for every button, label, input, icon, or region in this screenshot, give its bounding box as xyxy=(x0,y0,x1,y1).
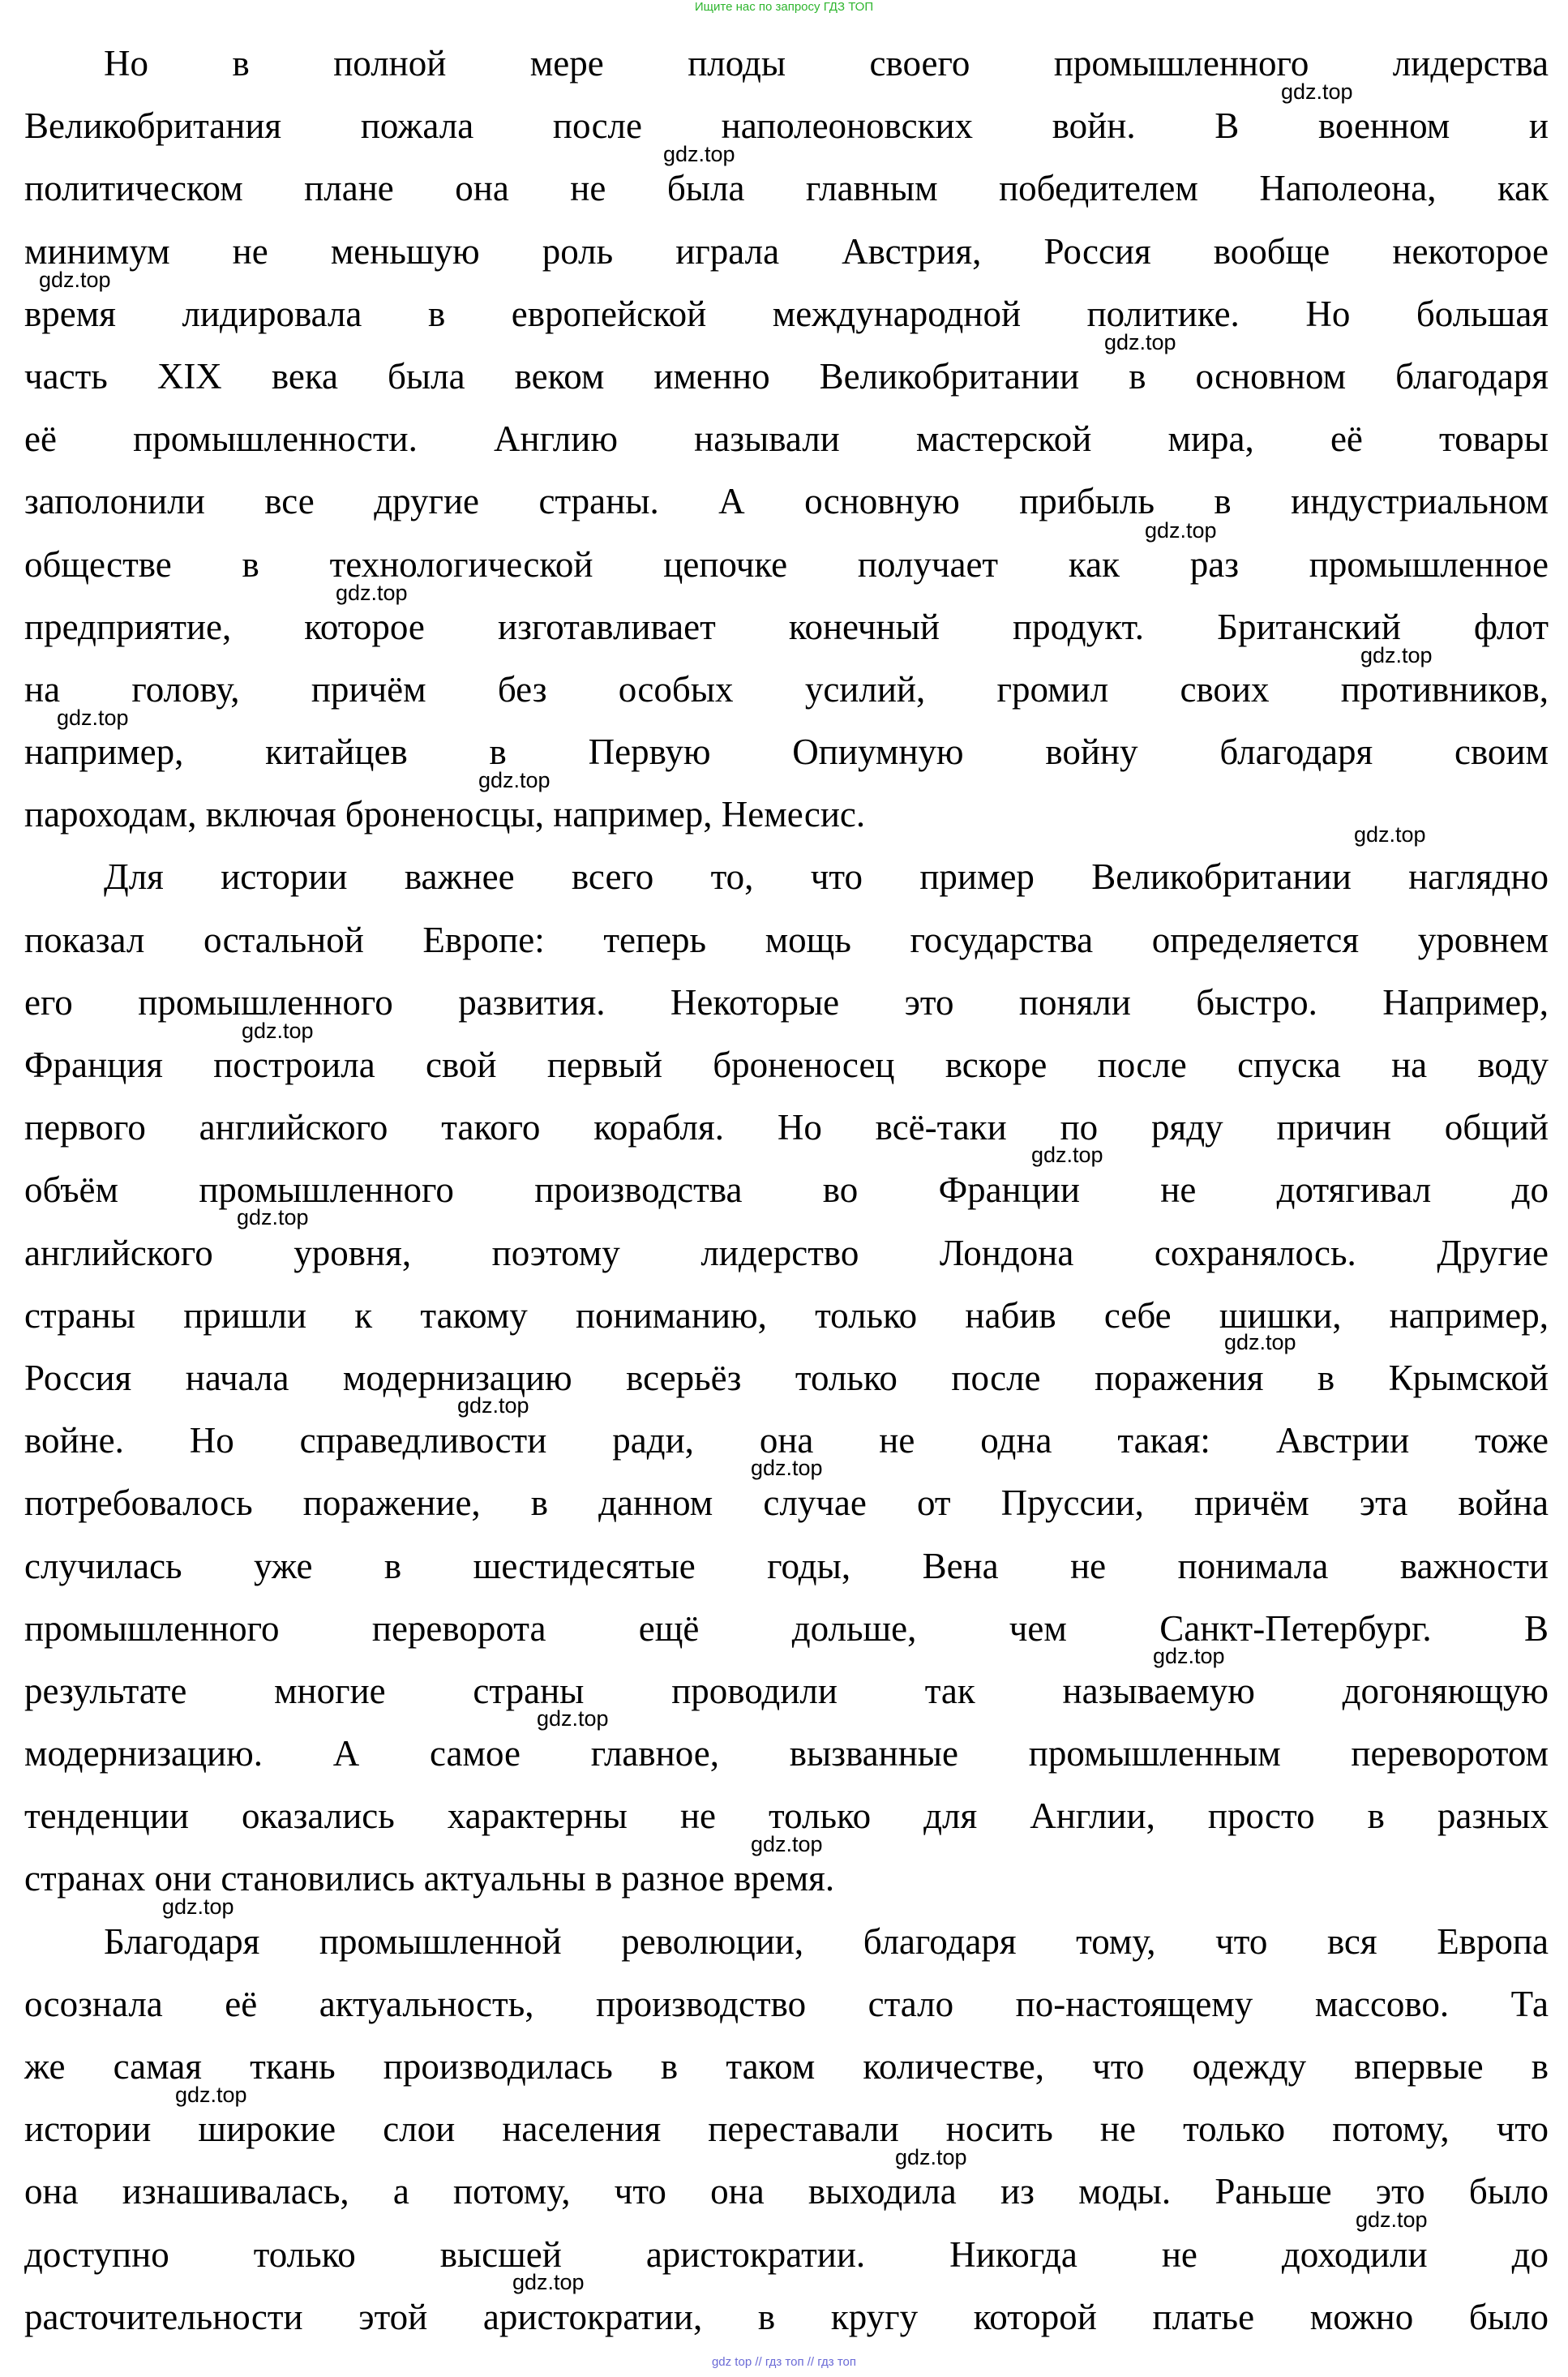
watermark: gdz.top xyxy=(57,706,129,730)
text-line: показал остальной Европе: теперь мощь государства определяется уровнем xyxy=(24,919,1549,960)
text-line: потребовалось поражение, в данном случае от Пруссии, причём эта война xyxy=(24,1482,1549,1524)
watermark: gdz.top xyxy=(751,1832,823,1856)
watermark: gdz.top xyxy=(1153,1644,1225,1668)
text-line: часть XIX века была веком именно Великобритании в основном благодаря xyxy=(24,355,1549,397)
watermark: gdz.top xyxy=(242,1019,314,1043)
text-line: например, китайцев в Первую Опиумную войну благодаря своим xyxy=(24,732,1549,773)
text-line: на голову, причём без особых усилий, громил своих противников, xyxy=(24,668,1549,710)
watermark: gdz.top xyxy=(1224,1330,1296,1354)
watermark: gdz.top xyxy=(162,1894,234,1919)
watermark: gdz.top xyxy=(537,1706,609,1731)
text-line: минимум не меньшую роль играла Австрия, Россия вообще некоторое xyxy=(24,230,1549,272)
text-line: Для истории важнее всего то, что пример Великобритании наглядно xyxy=(104,856,1549,898)
text-line: расточительности этой аристократии, в кругу которой платье можно было xyxy=(24,2296,1549,2337)
watermark: gdz.top xyxy=(478,768,551,792)
text-line: результате многие страны проводили так называемую догоняющую xyxy=(24,1670,1549,1711)
text-line: политическом плане она не была главным победителем Наполеона, как xyxy=(24,168,1549,209)
watermark: gdz.top xyxy=(663,142,735,166)
text-line: Франция построила свой первый броненосец вскоре после спуска на воду xyxy=(24,1045,1549,1085)
watermark: gdz.top xyxy=(1354,822,1426,847)
text-line: доступно только высшей аристократии. Никогда не доходили до xyxy=(24,2233,1549,2275)
watermark: gdz.top xyxy=(895,2145,967,2169)
text-line: тенденции оказались характерны не только для Англии, просто в разных xyxy=(24,1796,1549,1837)
text-line: истории широкие слои населения переставали носить не только потому, что xyxy=(24,2109,1549,2150)
watermark: gdz.top xyxy=(1356,2208,1428,2232)
text-line: объём промышленного производства во Франции не дотягивал до xyxy=(24,1169,1549,1211)
watermark: gdz.top xyxy=(1145,518,1217,543)
footer-watermark: gdz top // гдз топ // гдз топ xyxy=(711,2355,857,2369)
watermark: gdz.top xyxy=(751,1456,823,1480)
text-line: осознала её актуальность, производство стало по-настоящему массово. Та xyxy=(24,1983,1549,2024)
watermark: gdz.top xyxy=(1281,79,1353,104)
document-text xyxy=(0,32,1568,2349)
watermark: gdz.top xyxy=(512,2270,585,2294)
text-line: случилась уже в шестидесятые годы, Вена не понимала важности xyxy=(24,1545,1549,1586)
text-line: же самая ткань производилась в таком количестве, что одежду впервые в xyxy=(24,2046,1549,2087)
text-line: её промышленности. Англию называли мастерской мира, её товары xyxy=(24,418,1549,460)
text-line: первого английского такого корабля. Но всё-таки по ряду причин общий xyxy=(24,1107,1549,1148)
top-banner: Ищите нас по запросу ГДЗ ТОП xyxy=(694,0,874,14)
text-line: английского уровня, поэтому лидерство Лондона сохранялось. Другие xyxy=(24,1232,1549,1273)
watermark: gdz.top xyxy=(336,581,408,605)
text-line: заполонили все другие страны. А основную прибыль в индустриальном xyxy=(24,481,1549,522)
text-line: Россия начала модернизацию всерьёз только после поражения в Крымской xyxy=(24,1357,1549,1398)
text-line: промышленного переворота ещё дольше, чем Санкт-Петербург. В xyxy=(24,1607,1549,1649)
text-line: время лидировала в европейской международной политике. Но большая xyxy=(24,293,1549,334)
watermark: gdz.top xyxy=(237,1205,309,1229)
text-line: модернизацию. А самое главное, вызванные промышленным переворотом xyxy=(24,1733,1549,1774)
text-line: его промышленного развития. Некоторые это поняли быстро. Например, xyxy=(24,981,1549,1023)
text-line: Благодаря промышленной революции, благодаря тому, что вся Европа xyxy=(104,1920,1549,1962)
text-line: она изнашивалась, а потому, что она выходила из моды. Раньше это было xyxy=(24,2171,1549,2212)
watermark: gdz.top xyxy=(39,268,111,292)
text-line: странах они становились актуальны в разное время. xyxy=(24,1858,835,1899)
text-line: страны пришли к такому пониманию, только набив себе шишки, например, xyxy=(24,1294,1549,1336)
text-line: пароходам, включая броненосцы, например, Немесис. xyxy=(24,794,866,835)
text-line: Великобритания пожала после наполеоновских войн. В военном и xyxy=(24,105,1549,147)
text-line: Но в полной мере плоды своего промышленного лидерства xyxy=(104,43,1549,84)
watermark: gdz.top xyxy=(175,2083,247,2107)
watermark: gdz.top xyxy=(1360,643,1433,667)
text-line: войне. Но справедливости ради, она не одна такая: Австрии тоже xyxy=(24,1420,1549,1461)
text-line: обществе в технологической цепочке получает как раз промышленное xyxy=(24,543,1549,585)
watermark: gdz.top xyxy=(1104,330,1176,354)
watermark: gdz.top xyxy=(457,1393,529,1418)
text-line: предприятие, которое изготавливает конечный продукт. Британский флот xyxy=(24,606,1549,647)
watermark: gdz.top xyxy=(1031,1143,1103,1167)
